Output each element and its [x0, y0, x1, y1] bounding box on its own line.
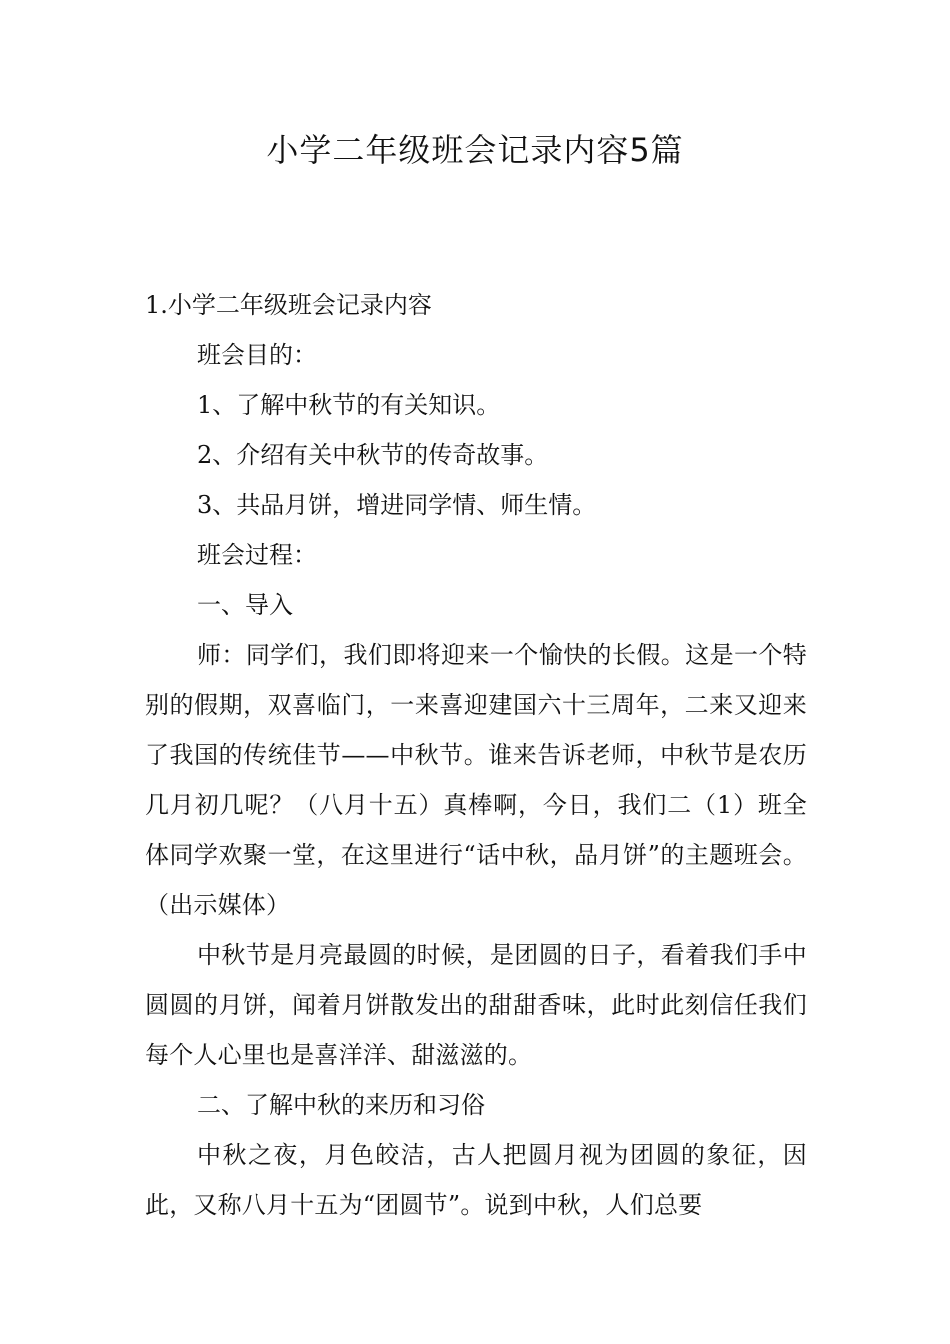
purpose-label: 班会目的： — [197, 341, 317, 369]
document-title: 小学二年级班会记录内容5篇 — [266, 131, 684, 169]
document-body — [145, 280, 807, 1230]
paragraph: 中秋节是月亮最圆的时候，是团圆的日子，看着我们手中圆圆的月饼，闻着月饼散发出的甜甜香味，此时此刻信任我们每个人心里也是喜洋洋、甜滋滋的。 — [145, 941, 807, 1069]
section-heading: 1.小学二年级班会记录内容 — [145, 291, 432, 319]
purpose-item: 2、介绍有关中秋节的传奇故事。 — [197, 441, 549, 469]
purpose-item: 1、了解中秋节的有关知识。 — [197, 391, 501, 419]
purpose-item: 3、共品月饼，增进同学情、师生情。 — [197, 491, 597, 519]
process-label: 班会过程： — [197, 541, 317, 569]
step-heading: 二、了解中秋的来历和习俗 — [197, 1091, 485, 1119]
step-heading: 一、导入 — [197, 591, 293, 619]
paragraph: 师：同学们，我们即将迎来一个愉快的长假。这是一个特别的假期，双喜临门，一来喜迎建国六十三周年，二来又迎来了我国的传统佳节——中秋节。谁来告诉老师，中秋节是农历几月初几呢？（八月十五）真棒啊，今日，我们二（1）班全体同学欢聚一堂，在这里进行“话中秋，品月饼”的主题班会。（出示媒体） — [145, 641, 807, 919]
paragraph: 中秋之夜，月色皎洁，古人把圆月视为团圆的象征，因此，又称八月十五为“团圆节”。说到中秋，人们总要 — [145, 1141, 807, 1219]
